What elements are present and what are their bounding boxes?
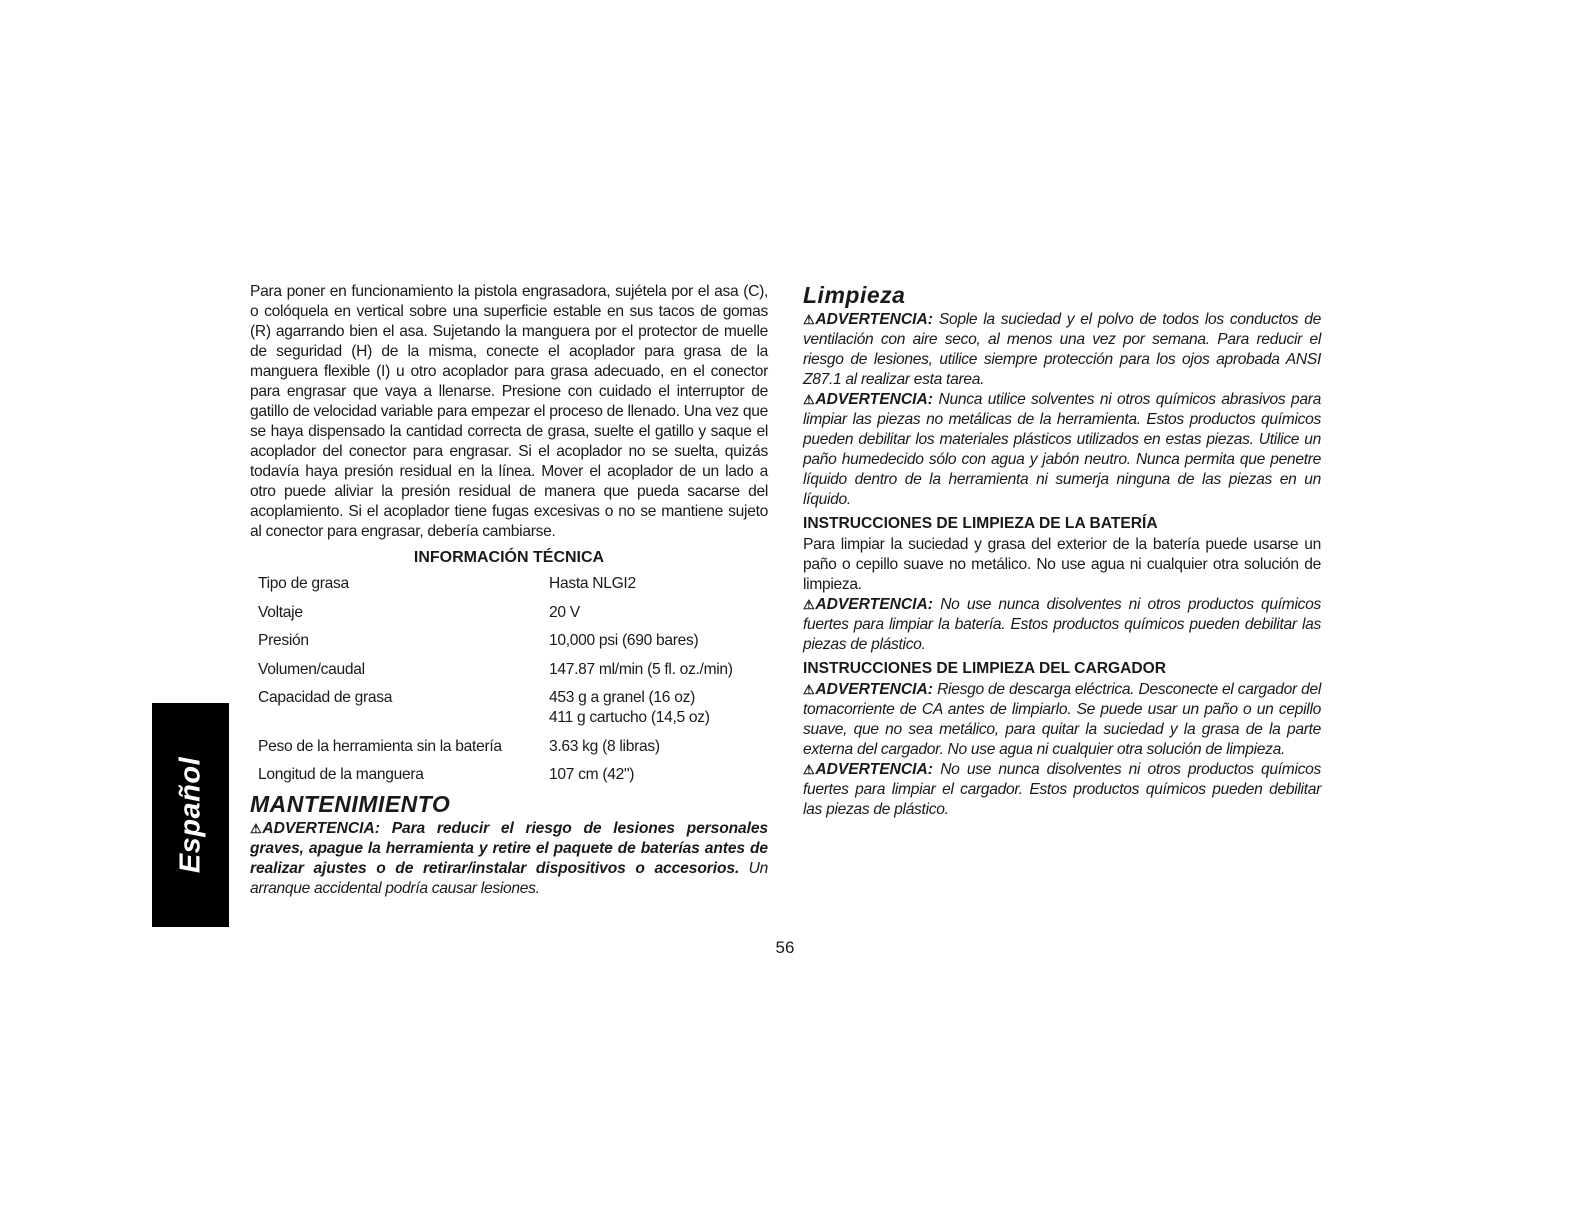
- warning-text: Nunca utilice solventes ni otros químicos abrasivos para limpiar las piezas no metálicas de la herramienta. Estos productos químicos pueden debilitar los materiales plásticos utilizados en estas piezas. Utilice un paño humedecido sólo con agua y jabón neutro. Nunca permita que penetre líquido dentro de la herramienta ni sumerja ninguna de las piezas en un líquido.: [803, 391, 1321, 508]
- spec-row: [258, 660, 733, 689]
- battery-cleaning-text: Para limpiar la suciedad y grasa del exterior de la batería puede usarse un paño o cepillo suave no metálico. No use agua ni cualquier otra solución de limpieza.: [803, 536, 1321, 593]
- spec-row: [258, 688, 733, 737]
- warning-label: ADVERTENCIA:: [815, 596, 933, 613]
- warning-text: No use nunca disolventes ni otros productos químicos fuertes para limpiar la batería. Estos productos químicos pueden debilitar las piezas de plástico.: [803, 596, 1321, 653]
- spec-value: 3.63 kg (8 libras): [549, 737, 660, 755]
- warning-text: Un arranque accidental podría causar lesiones.: [250, 860, 768, 897]
- tech-info-title: INFORMACIÓN TÉCNICA: [413, 549, 605, 566]
- spec-label: Longitud de la manguera: [258, 766, 424, 783]
- cleaning-warning-2: [803, 390, 1321, 510]
- warning-label: ADVERTENCIA:: [815, 391, 933, 408]
- spec-row: [258, 765, 733, 785]
- spec-value: 453 g a granel (16 oz): [549, 689, 695, 706]
- spec-label: Voltaje: [258, 603, 303, 621]
- warning-triangle-icon: ⚠: [250, 821, 262, 836]
- charger-cleaning-title: INSTRUCCIONES DE LIMPIEZA DEL CARGADOR: [803, 660, 1167, 677]
- spec-label: Capacidad de grasa: [258, 689, 393, 706]
- warning-bold-text: Para reducir el riesgo de lesiones personales graves, apague la herramienta y retire el paquete de baterías antes de realizar ajustes o de retirar/instalar dispositivos o accesorios.: [250, 820, 768, 877]
- spec-row: [258, 737, 733, 766]
- right-column: [803, 282, 1321, 820]
- charger-warning-2: [803, 760, 1321, 820]
- spec-row: [258, 631, 733, 660]
- warning-label: ADVERTENCIA:: [815, 761, 933, 778]
- cleaning-warning-1: [803, 310, 1321, 390]
- spec-value: 147.87 ml/min (5 fl. oz./min): [549, 660, 733, 678]
- page-number: 56: [775, 938, 795, 957]
- warning-triangle-icon: ⚠: [803, 312, 815, 327]
- warning-text: Sople la suciedad y el polvo de todos los conductos de ventilación con aire seco, al menos una vez por semana. Para reducir el riesgo de lesiones, utilice siempre protección para los ojos aprobada ANSI Z87.1 al realizar esta tarea.: [803, 311, 1321, 388]
- battery-warning: [803, 595, 1321, 655]
- spec-value: 107 cm (42"): [549, 766, 635, 783]
- spec-row: [258, 574, 733, 603]
- warning-triangle-icon: ⚠: [803, 682, 815, 697]
- spec-label: Tipo de grasa: [258, 575, 349, 592]
- battery-cleaning-title: INSTRUCCIONES DE LIMPIEZA DE LA BATERÍA: [803, 515, 1158, 532]
- spec-value: Hasta NLGI2: [549, 575, 636, 592]
- spec-row: [258, 603, 733, 632]
- spec-label: Presión: [258, 632, 309, 649]
- warning-label: ADVERTENCIA:: [262, 820, 380, 837]
- warning-triangle-icon: ⚠: [803, 392, 815, 407]
- warning-text: No use nunca disolventes ni otros productos químicos fuertes para limpiar el cargador. Estos productos químicos pueden debilitar las piezas de plástico.: [803, 761, 1321, 818]
- spec-value: 20 V: [549, 603, 580, 621]
- warning-label: ADVERTENCIA:: [815, 681, 933, 698]
- language-tab-label: Español: [174, 756, 206, 874]
- spec-label: Peso de la herramienta sin la batería: [258, 737, 502, 755]
- spec-value-multi: [549, 688, 733, 737]
- maintenance-heading: MANTENIMIENTO: [250, 791, 451, 817]
- spec-value-secondary: 411 g cartucho (14,5 oz): [549, 709, 710, 726]
- spec-label: Volumen/caudal: [258, 660, 365, 678]
- cleaning-heading: Limpieza: [803, 282, 906, 308]
- maintenance-warning: [250, 819, 768, 899]
- left-column: [250, 282, 768, 899]
- tech-spec-table: [258, 574, 733, 785]
- spec-value: 10,000 psi (690 bares): [549, 632, 699, 649]
- warning-triangle-icon: ⚠: [803, 762, 815, 777]
- warning-triangle-icon: ⚠: [803, 597, 815, 612]
- operation-paragraph: Para poner en funcionamiento la pistola engrasadora, sujétela por el asa (C), o colóquela en vertical sobre una superficie estable en sus tacos de gomas (R) agarrando bien el asa. Sujetando la manguera por el protector de muelle de seguridad (H) de la misma, conecte el acoplador para grasa de la manguera flexible (I) u otro acoplador para grasa adecuado, en el conector para engrasar que vaya a llenarse. Presione con cuidado el interruptor de gatillo de velocidad variable para empezar el proceso de llenado. Una vez que se haya dispensado la cantidad correcta de grasa, suelte el gatillo y saque el acoplador del conector para engrasar. Si el acoplador no se suelta, quizás todavía haya presión residual en la línea. Mover el acoplador de un lado a otro puede aliviar la presión residual de manera que pueda sacarse del acoplamiento. Si el acoplador tiene fugas excesivas o no se mantiene sujeto al conector para engrasar, debería cambiarse.: [250, 283, 768, 540]
- warning-text: Riesgo de descarga eléctrica. Desconecte el cargador del tomacorriente de CA antes de limpiarlo. Se puede usar un paño o un cepillo suave, que no sea metálico, para quitar la suciedad y la grasa de la parte externa del cargador. No use agua ni cualquier otra solución de limpieza.: [803, 681, 1321, 758]
- warning-label: ADVERTENCIA:: [815, 311, 933, 328]
- charger-warning-1: [803, 680, 1321, 760]
- language-side-tab: [152, 703, 229, 927]
